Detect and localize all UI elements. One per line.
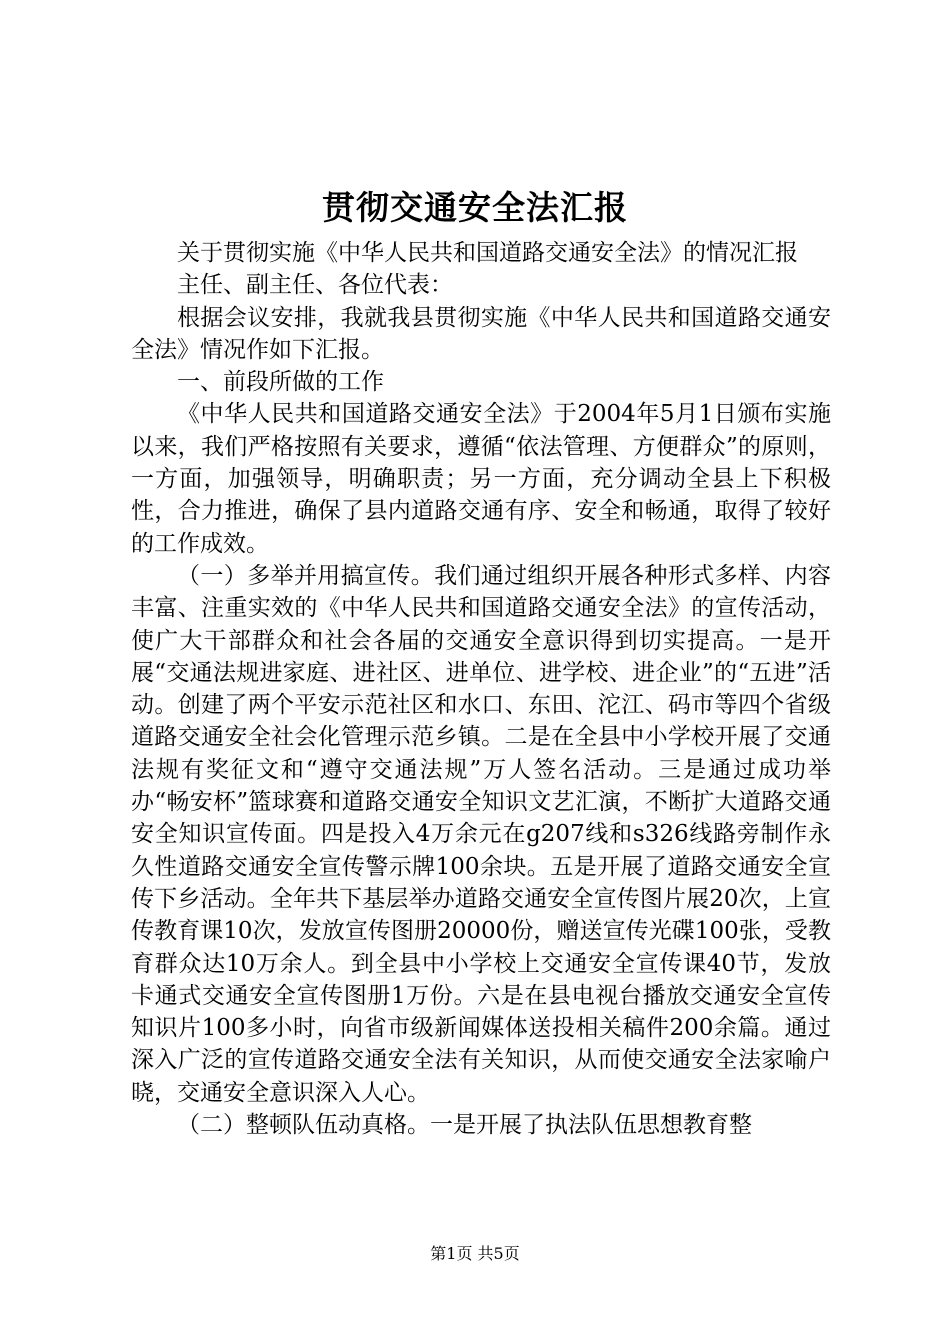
body-paragraph: （二）整顿队伍动真格。一是开展了执法队伍思想教育整 xyxy=(177,1112,752,1139)
section-heading: 一、前段所做的工作 xyxy=(177,369,384,396)
document-title: 贯彻交通安全法汇报 xyxy=(322,188,628,227)
intro-paragraph: 根据会议安排，我就我县贯彻实施《中华人民共和国道路交通安全法》情况作如下汇报。 xyxy=(131,304,831,363)
body-paragraph: （一）多举并用搞宣传。我们通过组织开展各种形式多样、内容丰富、注重实效的《中华人民共和国道路交通安全法》的宣传活动，使广大干部群众和社会各届的交通安全意识得到切实提高。一是开展“交通法规进家庭、进社区、进单位、进学校、进企业”的“五进”活动。创建了两个平安示范社区和水口、东田、沱江、码市等四个省级道路交通安全社会化管理示范乡镇。二是在全县中小学校开展了交通法规有奖征文和“遵守交通法规”万人签名活动。三是通过成功举办“畅安杯”篮球赛和道路交通安全知识文艺汇演，不断扩大道路交通安全知识宣传面。四是投入4万余元在g207线和s326线路旁制作永久性道路交通安全宣传警示牌100余块。五是开展了道路交通安全宣传下乡活动。全年共下基层举办道路交通安全宣传图片展20次，上宣传教育课10次，发放宣传图册20000份，赠送宣传光碟100张，受教育群众达10万余人。到全县中小学校上交通安全宣传课40节，发放卡通式交通安全宣传图册1万份。六是在县电视台播放交通安全宣传知识片100多小时，向省市级新闻媒体送投相关稿件200余篇。通过深入广泛的宣传道路交通安全法有关知识，从而使交通安全法家喻户晓，交通安全意识深入人心。 xyxy=(131,562,831,1106)
body-paragraph: 《中华人民共和国道路交通安全法》于2004年5月1日颁布实施以来，我们严格按照有关要求，遵循“依法管理、方便群众”的原则，一方面，加强领导，明确职责；另一方面，充分调动全县上下积极性，合力推进，确保了县内道路交通有序、安全和畅通，取得了较好的工作成效。 xyxy=(131,401,831,557)
salutation: 主任、副主任、各位代表： xyxy=(177,272,453,299)
document-body xyxy=(131,237,831,1141)
page-footer: 第1页 共5页 xyxy=(430,1244,520,1263)
report-subject: 关于贯彻实施《中华人民共和国道路交通安全法》的情况汇报 xyxy=(177,240,798,266)
